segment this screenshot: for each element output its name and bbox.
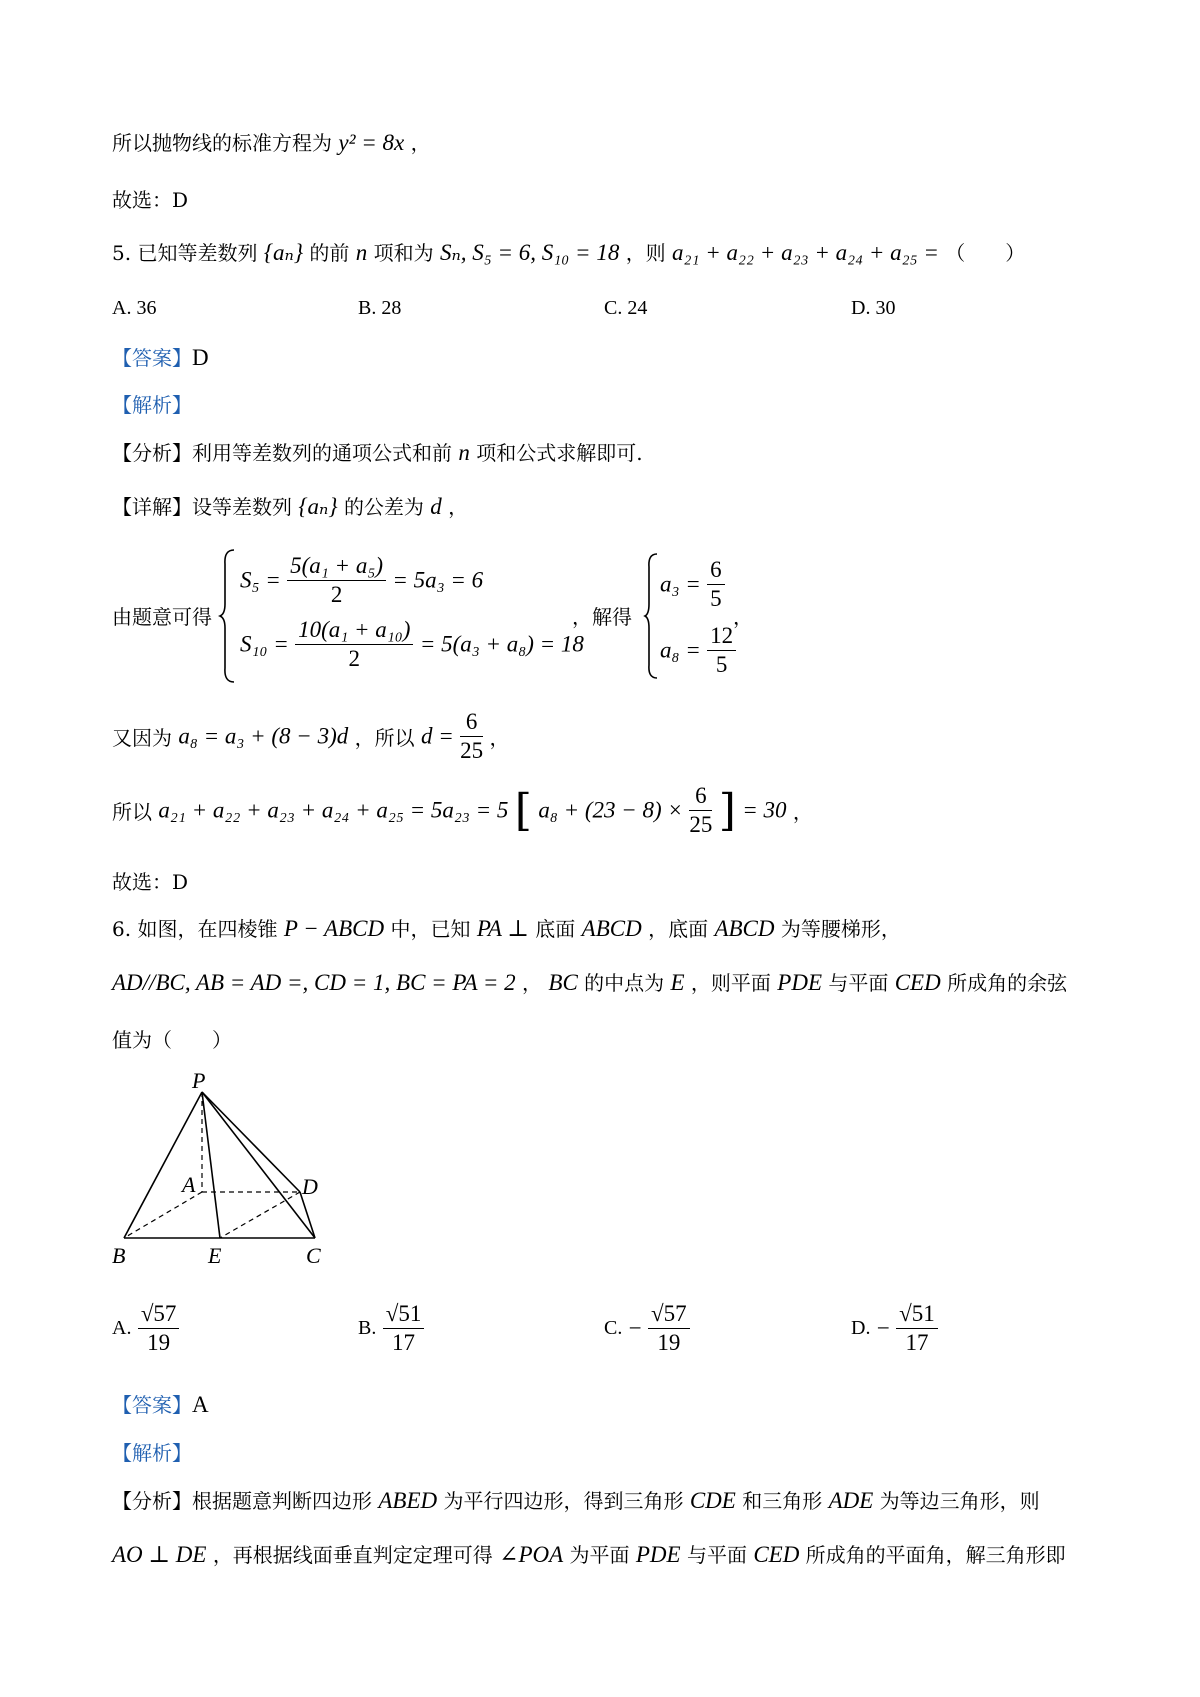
punct: ， [448, 495, 469, 519]
q6-option-a [112, 1300, 179, 1357]
answer-value: D [192, 345, 209, 370]
perp: AO ⊥ DE [112, 1542, 207, 1567]
analysis-6-line-2 [112, 1540, 1066, 1570]
answer-6 [112, 1390, 209, 1420]
conditions: AD//BC, AB = AD =, CD = 1, BC = PA = 2 [112, 970, 516, 995]
sum-values: Sₙ, S₅ = 6, S₁₀ = 18 [439, 240, 620, 265]
bracket-open: [ [514, 785, 532, 836]
label: C. [604, 1317, 623, 1339]
numerator: 6 [460, 708, 483, 737]
edge-PD [202, 1092, 300, 1192]
text: 又因为 [112, 726, 172, 750]
fraction [648, 1300, 690, 1357]
analysis-5-fx [112, 438, 643, 468]
text: 与平面 [828, 971, 889, 995]
solution-row-2 [660, 622, 736, 679]
text: 故选：D [112, 870, 189, 894]
sequence: {aₙ} [263, 240, 304, 265]
text: ，则平面 [690, 971, 771, 995]
analysis-6-heading [112, 1438, 192, 1468]
q5-option-a: A. 36 [112, 297, 157, 319]
denominator: 25 [689, 812, 713, 837]
text: 为平面 [569, 1543, 630, 1567]
rhs: = 5(a₃ + a₈) = 18 [419, 631, 584, 657]
edge-PB [124, 1092, 202, 1238]
analysis-5-detail [112, 492, 468, 522]
text: 所以抛物线的标准方程为 [112, 131, 332, 155]
lhs: a₃ = [660, 571, 701, 597]
sequence: {aₙ} [298, 494, 338, 519]
text: 底面 [535, 917, 576, 941]
equation: a₂₁ + a₂₂ + a₂₃ + a₂₄ + a₂₅ = 5a₂₃ = 5 [158, 797, 509, 823]
text: 所以 [112, 800, 152, 824]
punct: ， [792, 800, 813, 824]
answer-label: 【答案】 [112, 346, 192, 370]
lhs: S₁₀ = [240, 631, 289, 657]
punct: ， [410, 131, 431, 155]
numerator: 6 [689, 782, 712, 811]
segment: BC [548, 970, 578, 995]
text: 值为（ ） [112, 1028, 232, 1052]
lhs: S₅ = [240, 567, 281, 593]
numerator: 6 [707, 556, 725, 585]
q6-option-c [604, 1300, 690, 1357]
numerator: 12 [707, 622, 736, 651]
answer-value: A [192, 1392, 209, 1417]
denominator: 5 [715, 652, 728, 677]
text: ，再根据线面垂直判定定理可得 [212, 1543, 493, 1567]
q5-option-b: B. 28 [358, 297, 402, 319]
text: 为平行四边形，得到三角形 [443, 1489, 684, 1513]
line-final-sum [112, 782, 813, 839]
plane: CED [753, 1542, 800, 1567]
plane: PDE [777, 970, 822, 995]
triangle: CDE [689, 1488, 736, 1513]
denominator: 19 [657, 1330, 681, 1355]
target-sum: a₂₁ + a₂₂ + a₂₃ + a₂₄ + a₂₅ = [672, 240, 939, 265]
numerator: 5(a₁ + a₅) [287, 552, 386, 581]
bracket-close: ] [718, 785, 736, 836]
q6-option-d [851, 1300, 938, 1357]
text: 的公差为 [343, 495, 424, 519]
denominator: 25 [460, 738, 484, 763]
denominator: 17 [392, 1330, 416, 1355]
question-6-stem-line-3 [112, 1025, 232, 1055]
numerator: √51 [896, 1300, 938, 1329]
minus-sign: − [876, 1315, 890, 1341]
denominator: 17 [905, 1330, 929, 1355]
text: 6. 如图，在四棱锥 [112, 917, 278, 941]
blank: （ ） [945, 241, 1026, 265]
denominator: 2 [330, 582, 343, 607]
label: 【分析】 [112, 441, 192, 465]
label-P: P [192, 1070, 206, 1093]
question-6-stem-line-1 [112, 914, 901, 944]
text: 的前 [309, 241, 350, 265]
var-d: d [430, 494, 442, 519]
text: 设等差数列 [192, 495, 292, 519]
denominator: 19 [147, 1330, 171, 1355]
lhs: a₈ = [660, 637, 701, 663]
choose-answer-5 [112, 867, 188, 897]
choose-answer-line [112, 185, 188, 215]
text: ，底面 [648, 917, 709, 941]
text: 的中点为 [584, 971, 665, 995]
analysis-6-line-1 [112, 1486, 1040, 1516]
pyramid: P − ABCD [283, 916, 385, 941]
denominator: 5 [710, 586, 722, 611]
text: 项和为 [373, 241, 434, 265]
question-5-stem [112, 238, 1025, 268]
numerator: √57 [648, 1300, 690, 1329]
text: ，则 [625, 241, 666, 265]
text: 为等边三角形，则 [879, 1489, 1040, 1513]
answer-label: 【答案】 [112, 1393, 192, 1417]
lhs: d = [420, 723, 454, 749]
left-brace-icon [643, 552, 659, 680]
plane: PDE [635, 1542, 681, 1567]
analysis-label: 【解析】 [112, 1441, 192, 1465]
quad: ABED [378, 1488, 438, 1513]
equation: y² = 8x [338, 130, 405, 155]
fraction [287, 552, 386, 609]
text: 为等腰梯形， [780, 917, 901, 941]
result: = 30 [742, 797, 787, 823]
text: 与平面 [686, 1543, 747, 1567]
numerator: √57 [138, 1300, 180, 1329]
denominator: 2 [348, 646, 361, 671]
q5-option-d: D. 30 [851, 297, 896, 319]
plane: CED [894, 970, 941, 995]
label: 【详解】 [112, 495, 192, 519]
analysis-5-heading [112, 390, 192, 420]
expression: a₈ + (23 − 8) × [538, 797, 683, 823]
analysis-label: 【解析】 [112, 393, 192, 417]
label-C: C [306, 1243, 321, 1268]
punct: ， [522, 971, 543, 995]
line-common-difference [112, 708, 509, 765]
solution-row-1 [660, 556, 725, 613]
punct: ， [733, 605, 753, 629]
text: 项和公式求解即可. [476, 441, 643, 465]
system-row-1 [240, 552, 483, 609]
text: 根据题意判断四边形 [192, 1489, 372, 1513]
var-n: n [458, 440, 470, 465]
fraction [460, 708, 483, 765]
text: 利用等差数列的通项公式和前 [192, 441, 452, 465]
fraction [138, 1300, 180, 1357]
label-A: A [182, 1172, 196, 1197]
text: 中，已知 [390, 917, 471, 941]
fraction [896, 1300, 938, 1357]
edge-DE [220, 1192, 300, 1238]
perp: PA ⊥ [476, 916, 529, 941]
solve-text: ，解得 [572, 605, 632, 629]
text: 5. 已知等差数列 [112, 241, 258, 265]
label: B. [358, 1317, 377, 1339]
label: D. [851, 1317, 871, 1339]
fraction [295, 616, 413, 673]
var-n: n [355, 240, 368, 265]
equation: a₈ = a₃ + (8 − 3)d [178, 723, 349, 749]
intro-text: 由题意可得 [112, 605, 212, 629]
text: 故选：D [112, 188, 189, 212]
fraction [707, 622, 736, 679]
text: 所成角的平面角，解三角形即 [805, 1543, 1066, 1567]
label-D: D [302, 1174, 318, 1199]
answer-5 [112, 343, 209, 373]
fraction [707, 556, 725, 613]
label: 【分析】 [112, 1489, 192, 1513]
text: 和三角形 [742, 1489, 823, 1513]
system-row-2 [240, 616, 584, 673]
left-brace-icon [218, 548, 236, 684]
point: E [670, 970, 685, 995]
text: ，所以 [354, 726, 415, 750]
q6-option-b [358, 1300, 424, 1357]
numerator: 10(a₁ + a₁₀) [295, 616, 413, 645]
line-parabola-equation [112, 128, 431, 158]
label-E: E [208, 1243, 222, 1268]
rhs: = 5a₃ = 6 [392, 567, 484, 593]
minus-sign: − [628, 1315, 642, 1341]
base: ABCD [581, 916, 642, 941]
numerator: √51 [383, 1300, 425, 1329]
question-6-stem-line-2 [112, 968, 1067, 998]
angle: ∠POA [499, 1542, 564, 1567]
pyramid-figure [110, 1070, 370, 1270]
fraction [383, 1300, 425, 1357]
label: A. [112, 1317, 132, 1339]
text: 所成角的余弦 [947, 971, 1068, 995]
label-B: B [112, 1243, 126, 1268]
punct: ， [489, 726, 510, 750]
fraction [689, 782, 712, 839]
q5-option-c: C. 24 [604, 297, 648, 319]
base: ABCD [714, 916, 775, 941]
triangle: ADE [828, 1488, 874, 1513]
edge-PE [202, 1092, 220, 1238]
